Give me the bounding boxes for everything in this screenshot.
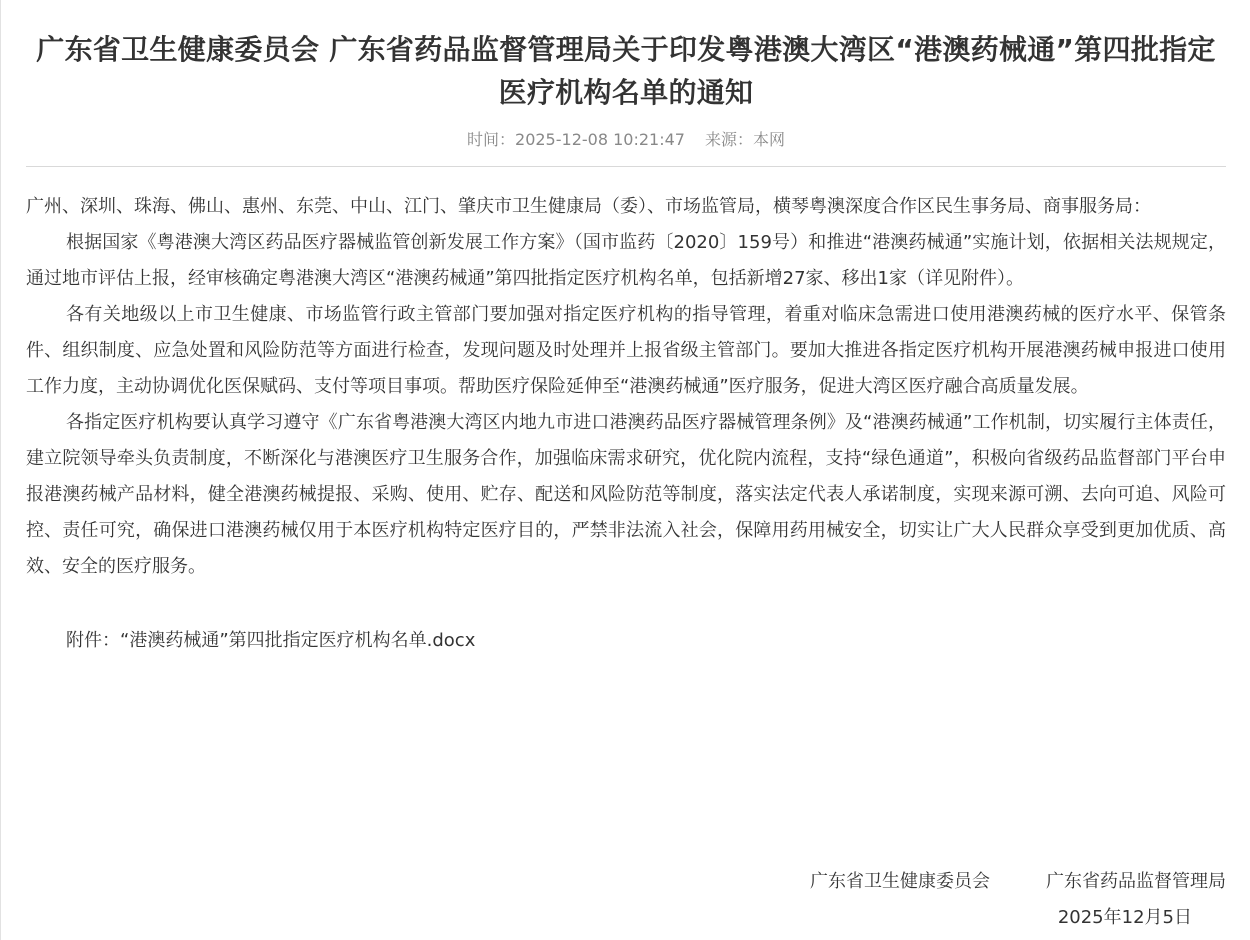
time-label: 时间：: [467, 130, 516, 149]
source-label: 来源：: [704, 130, 753, 149]
signature-block: [26, 864, 1226, 936]
body-paragraph-1: 根据国家《粤港澳大湾区药品医疗器械监管创新发展工作方案》（国市监药〔2020〕159号）和推进“港澳药械通”实施计划，依据相关法规规定，通过地市评估上报，经审核确定粤港澳大湾区“港澳药械通”第四批指定医疗机构名单，包括新增27家、移出1家（详见附件）。: [26, 232, 1226, 289]
issue-date: 2025年12月5日: [1057, 907, 1192, 928]
article-body: [26, 189, 1226, 585]
issuer-health-commission: 广东省卫生健康委员会: [810, 871, 990, 892]
body-paragraph-3: 各指定医疗机构要认真学习遵守《广东省粤港澳大湾区内地九市进口港澳药品医疗器械管理条例》及“港澳药械通”工作机制，切实履行主体责任，建立院领导牵头负责制度，不断深化与港澳医疗卫生服务合作，加强临床需求研究，优化院内流程，支持“绿色通道”，积极向省级药品监督部门平台申报港澳药械产品材料，健全港澳药械提报、采购、使用、贮存、配送和风险防范等制度，落实法定代表人承诺制度，实现来源可溯、去向可追、风险可控、责任可究，确保进口港澳药械仅用于本医疗机构特定医疗目的，严禁非法流入社会，保障用药用械安全，切实让广大人民群众享受到更加优质、高效、安全的医疗服务。: [26, 412, 1226, 577]
source-value: 本网: [752, 130, 785, 149]
publish-time: 2025-12-08 10:21:47: [515, 130, 685, 149]
body-paragraph-2: 各有关地级以上市卫生健康、市场监管行政主管部门要加强对指定医疗机构的指导管理，着重对临床急需进口使用港澳药械的医疗水平、保管条件、组织制度、应急处置和风险防范等方面进行检查，发现问题及时处理并上报省级主管部门。要加大推进各指定医疗机构开展港澳药械申报进口使用工作力度，主动协调优化医保赋码、支付等项目事项。帮助医疗保险延伸至“港澳药械通”医疗服务，促进大湾区医疗融合高质量发展。: [26, 304, 1226, 397]
title-divider: [26, 166, 1226, 167]
article-meta: [26, 128, 1226, 152]
issuer-drug-administration: 广东省药品监督管理局: [1046, 871, 1226, 892]
article-title: 广东省卫生健康委员会 广东省药品监督管理局关于印发粤港澳大湾区“港澳药械通”第四批指定医疗机构名单的通知: [36, 33, 1216, 109]
attachment-link[interactable]: “港澳药械通”第四批指定医疗机构名单.docx: [120, 630, 476, 651]
issuer-row: [26, 864, 1226, 900]
left-border-line: [0, 0, 1, 940]
attachment-label: 附件：: [66, 630, 120, 651]
attachment-line: [26, 623, 1226, 659]
article-container: [26, 0, 1226, 659]
salutation: 广州、深圳、珠海、佛山、惠州、东莞、中山、江门、肇庆市卫生健康局（委）、市场监管局，横琴粤澳深度合作区民生事务局、商事服务局：: [26, 196, 1151, 217]
